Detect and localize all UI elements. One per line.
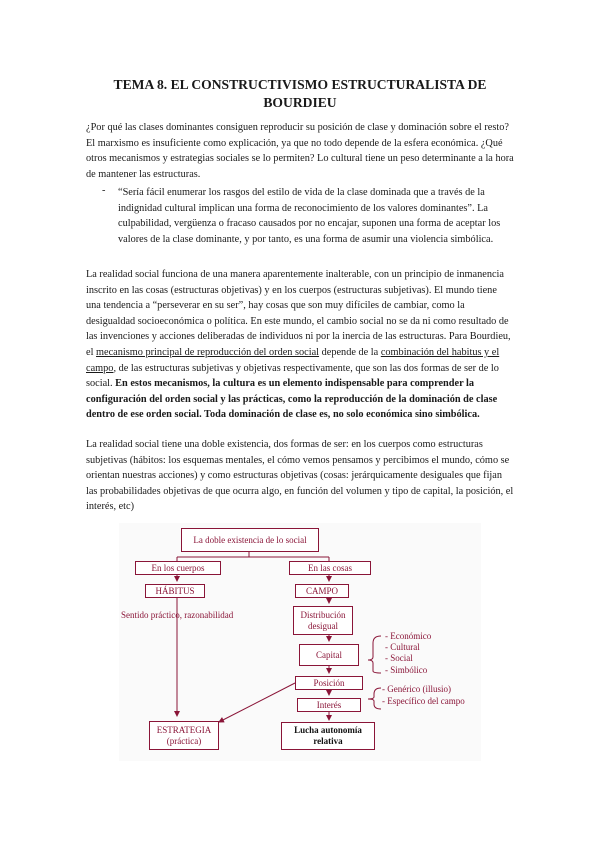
bullet-dash: - (102, 185, 106, 196)
title-line-1: TEMA 8. EL CONSTRUCTIVISMO ESTRUCTURALISTA DE (113, 77, 487, 92)
title-line-2: BOURDIEU (263, 95, 337, 110)
para2-underline-1: mecanismo principal de reproducción del orden social (96, 346, 320, 358)
box-habitus: HÁBITUS (145, 584, 205, 598)
para2-text-c: , de las estructuras subjetivas y objetivas respectivamente, que son las dos formas de ser de lo social. (86, 362, 499, 390)
box-strategy: ESTRATEGIA (práctica) (149, 721, 219, 750)
interest-type-specific: - Específico del campo (382, 695, 465, 706)
bullet-quote: “Sería fácil enumerar los rasgos del estilo de vida de la clase dominada que a través de la indignidad cultural implican una forma de reconocimiento de los valores dominantes”. La culpabilidad, vergüenza o fracaso causados por no encajar, suponen una forma de aceptar los valores de la clase dominante, y por tanto, es una forma de asumir una violencia simbólica. (118, 187, 501, 245)
box-campo: CAMPO (295, 584, 349, 598)
label-practical-sense: Sentido práctico, razonabilidad (121, 610, 234, 620)
box-capital: Capital (299, 644, 359, 666)
paragraph-intro: ¿Por qué las clases dominantes consiguen reproducir su posición de clase y dominación sobre el resto? El marxismo es insuficiente como explicación, ya que no todo depende de la esfera económica. ¿Qué otros mecanismos y estrategias sociales se lo permiten? Lo cultural tiene un peso determinante a la hora de mantener las estructuras. (86, 122, 514, 180)
para2-text-b: depende de la (319, 346, 381, 358)
box-in-things: En las cosas (289, 561, 371, 575)
box-in-bodies: En los cuerpos (135, 561, 221, 575)
capital-type-simbolico: - Simbólico (385, 664, 428, 675)
interest-types-list (382, 684, 465, 707)
capital-type-social: - Social (385, 653, 413, 664)
paragraph-double-existence: La realidad social tiene una doble existencia, dos formas de ser: en los cuerpos como estructuras subjetivas (hábitos: los esquemas mentales, el cómo vemos pensamos y percibimos el mundo, cómo se orientan nuestras acciones) y como estructuras objetivas (cosas: jerárquicamente desiguales que fijan las probabilidades objetivas de que ocurra algo, en función del volumen y tipo de capital, la posición, el interés, etc) (86, 439, 514, 513)
capital-types-list (385, 631, 431, 676)
box-struggle: Lucha autonomía relativa (281, 722, 375, 750)
box-double-existence: La doble existencia de lo social (181, 528, 319, 552)
capital-type-cultural: - Cultural (385, 642, 420, 653)
box-unequal-distribution: Distribución desigual (293, 606, 353, 635)
para2-bold: En estos mecanismos, la cultura es un elemento indispensable para comprender la configuración del orden social y las prácticas, como la reproducción de la dominación de clase dentro de ese orden social. Toda dominación de clase es, no solo económica sino simbólica. (86, 378, 498, 421)
para2-text-a: La realidad social funciona de una manera aparentemente inalterable, con un principio de inmanencia inscrito en las cosas (estructuras objetivas) y en los cuerpos (estructuras subjetivas). El mundo tiene una tendencia a “perseverar en su ser”, hay cosas que son muy difíciles de cambiar, como la desigualdad socioeconómica o política. En este mundo, el cambio social no se da ni como resultado de las invenciones y acciones deliberadas de individuos ni por la inercia de las estructuras. Para Bourdieu, el (86, 269, 511, 358)
page-title (95, 76, 505, 112)
box-position: Posición (295, 676, 363, 690)
para2-underline-2: combinación del habitus y el campo (86, 346, 500, 374)
bourdieu-diagram (119, 523, 481, 761)
box-interest: Interés (297, 698, 361, 712)
paragraph-reality (86, 267, 514, 423)
interest-type-generic: - Genérico (illusio) (382, 684, 451, 694)
capital-type-economico: - Económico (385, 631, 432, 641)
